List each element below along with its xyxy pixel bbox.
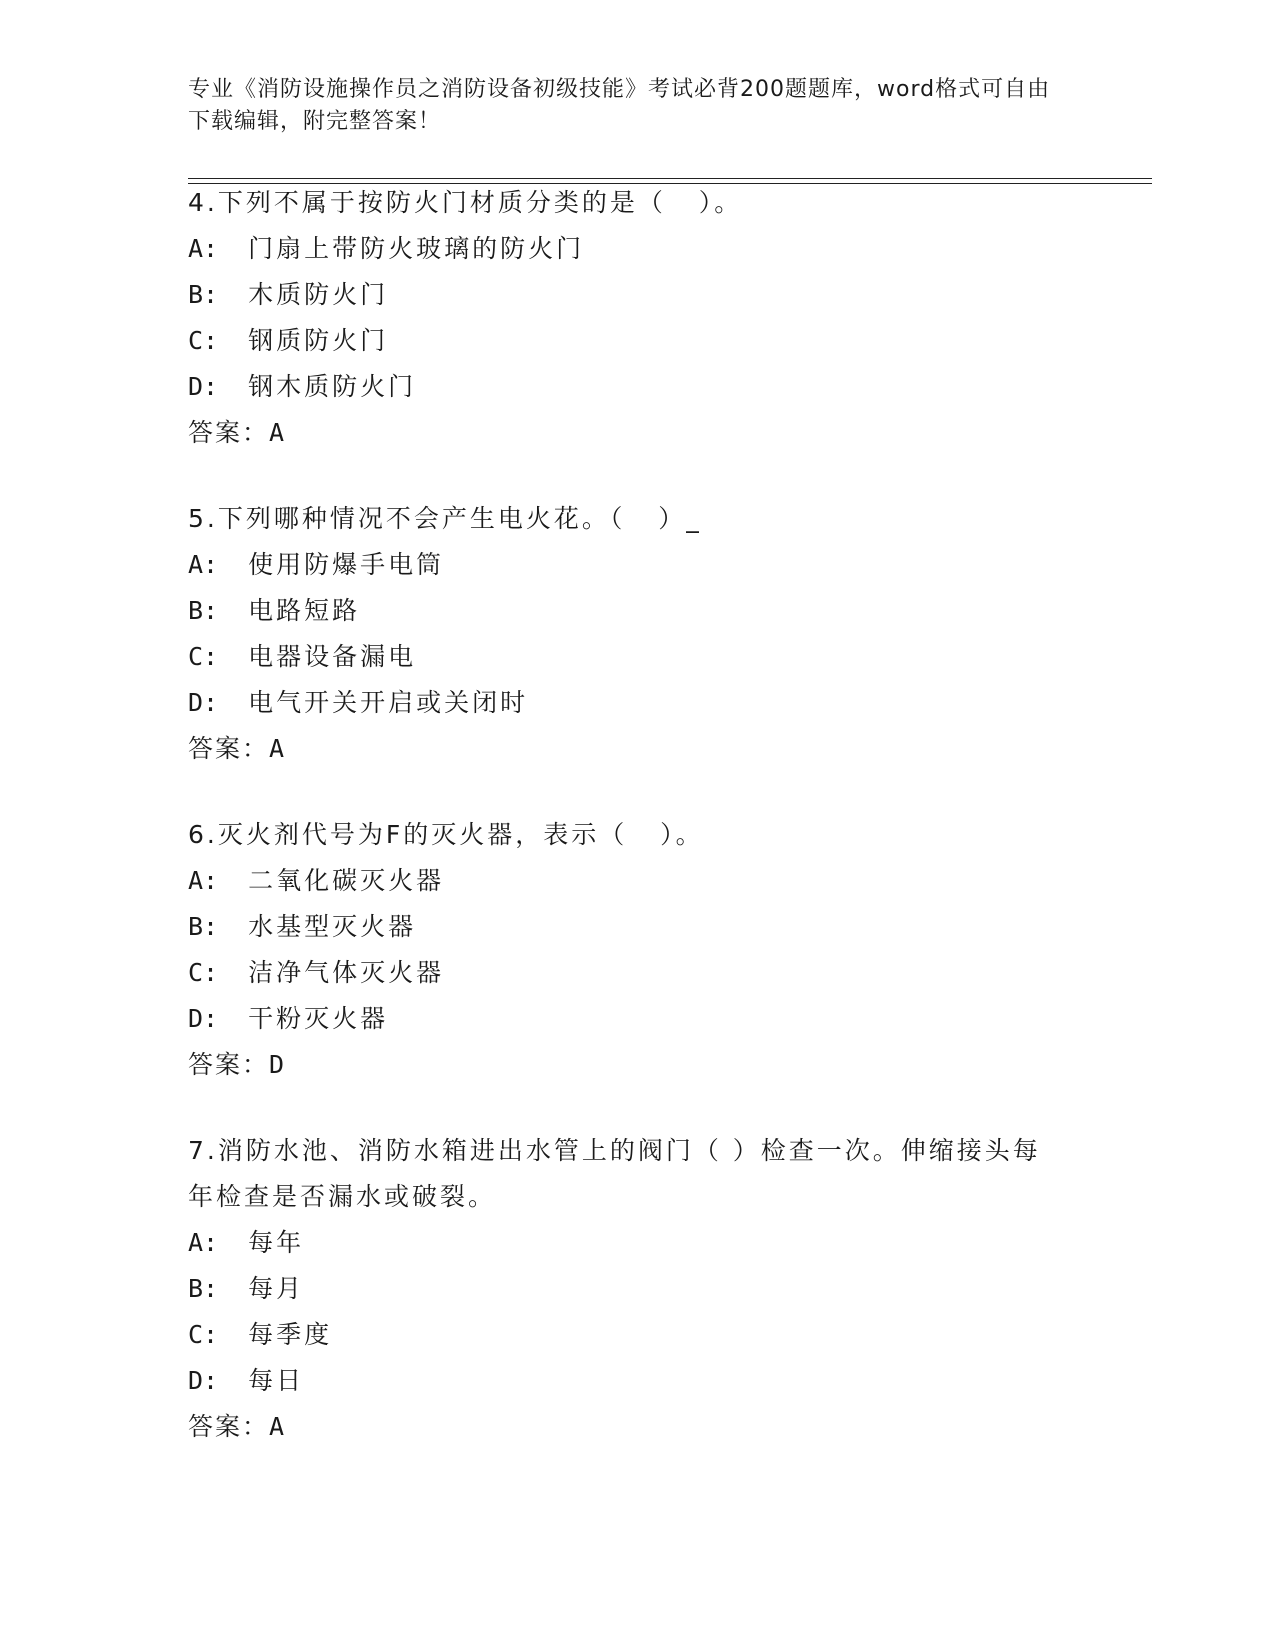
option-letter: A: [188, 1228, 219, 1257]
option-d [188, 1358, 1088, 1404]
option-b [188, 272, 1088, 318]
option-letter: B: [188, 280, 219, 309]
option-text: 电路短路 [248, 596, 361, 625]
answer-value: D [269, 1050, 285, 1079]
answer-label: 答案： [188, 1050, 270, 1079]
answer-value: A [269, 1412, 285, 1441]
option-text: 钢质防火门 [248, 326, 389, 355]
option-text: 电器设备漏电 [248, 642, 417, 671]
option-letter: D: [188, 372, 219, 401]
option-letter: B: [188, 1274, 219, 1303]
option-letter: A: [188, 550, 219, 579]
option-text: 水基型灭火器 [248, 912, 417, 941]
option-text: 木质防火门 [248, 280, 389, 309]
option-text: 使用防爆手电筒 [248, 550, 445, 579]
option-a [188, 858, 1088, 904]
option-text: 每年 [248, 1228, 305, 1257]
option-text: 干粉灭火器 [248, 1004, 389, 1033]
option-d [188, 996, 1088, 1042]
option-c [188, 1312, 1088, 1358]
answer-value: A [269, 418, 285, 447]
option-text: 洁净气体灭火器 [248, 958, 445, 987]
option-d [188, 680, 1088, 726]
question-text: 4.下列不属于按防火门材质分类的是（ ）。 [188, 188, 743, 217]
answer-line [188, 726, 1088, 772]
option-text: 电气开关开启或关闭时 [248, 688, 529, 717]
answer-label: 答案： [188, 734, 270, 763]
question-text: 7.消防水池、消防水箱进出水管上的阀门（ ）检查一次。伸缩接头每年检查是否漏水或破裂。 [188, 1136, 1041, 1211]
question-block [188, 496, 1088, 772]
option-letter: C: [188, 326, 219, 355]
option-letter: C: [188, 958, 219, 987]
option-text: 二氧化碳灭火器 [248, 866, 445, 895]
option-text: 门扇上带防火玻璃的防火门 [248, 234, 585, 263]
answer-label: 答案： [188, 1412, 270, 1441]
question-block [188, 180, 1088, 456]
option-letter: D: [188, 1366, 219, 1395]
option-letter: A: [188, 866, 219, 895]
option-letter: C: [188, 642, 219, 671]
option-d [188, 364, 1088, 410]
option-text: 每月 [248, 1274, 305, 1303]
option-a [188, 542, 1088, 588]
option-a [188, 226, 1088, 272]
option-a [188, 1220, 1088, 1266]
option-text: 每日 [248, 1366, 305, 1395]
question-block [188, 1128, 1088, 1450]
option-c [188, 950, 1088, 996]
option-b [188, 904, 1088, 950]
option-c [188, 634, 1088, 680]
question-text: 6.灭火剂代号为F的灭火器，表示（ ）。 [188, 820, 704, 849]
answer-label: 答案： [188, 418, 270, 447]
option-letter: B: [188, 596, 219, 625]
option-text: 钢木质防火门 [248, 372, 417, 401]
question-text: 5.下列哪种情况不会产生电火花。（ ）_ [188, 504, 702, 533]
option-b [188, 1266, 1088, 1312]
option-letter: D: [188, 688, 219, 717]
option-letter: D: [188, 1004, 219, 1033]
answer-value: A [269, 734, 285, 763]
question-block [188, 812, 1088, 1088]
answer-line [188, 410, 1088, 456]
divider-rule [188, 178, 1152, 179]
option-text: 每季度 [248, 1320, 333, 1349]
option-letter: A: [188, 234, 219, 263]
option-c [188, 318, 1088, 364]
option-b [188, 588, 1088, 634]
option-letter: B: [188, 912, 219, 941]
document-intro: 专业《消防设施操作员之消防设备初级技能》考试必背200题题库，word格式可自由下载编辑，附完整答案！ [188, 77, 1051, 134]
option-letter: C: [188, 1320, 219, 1349]
answer-line [188, 1404, 1088, 1450]
answer-line [188, 1042, 1088, 1088]
